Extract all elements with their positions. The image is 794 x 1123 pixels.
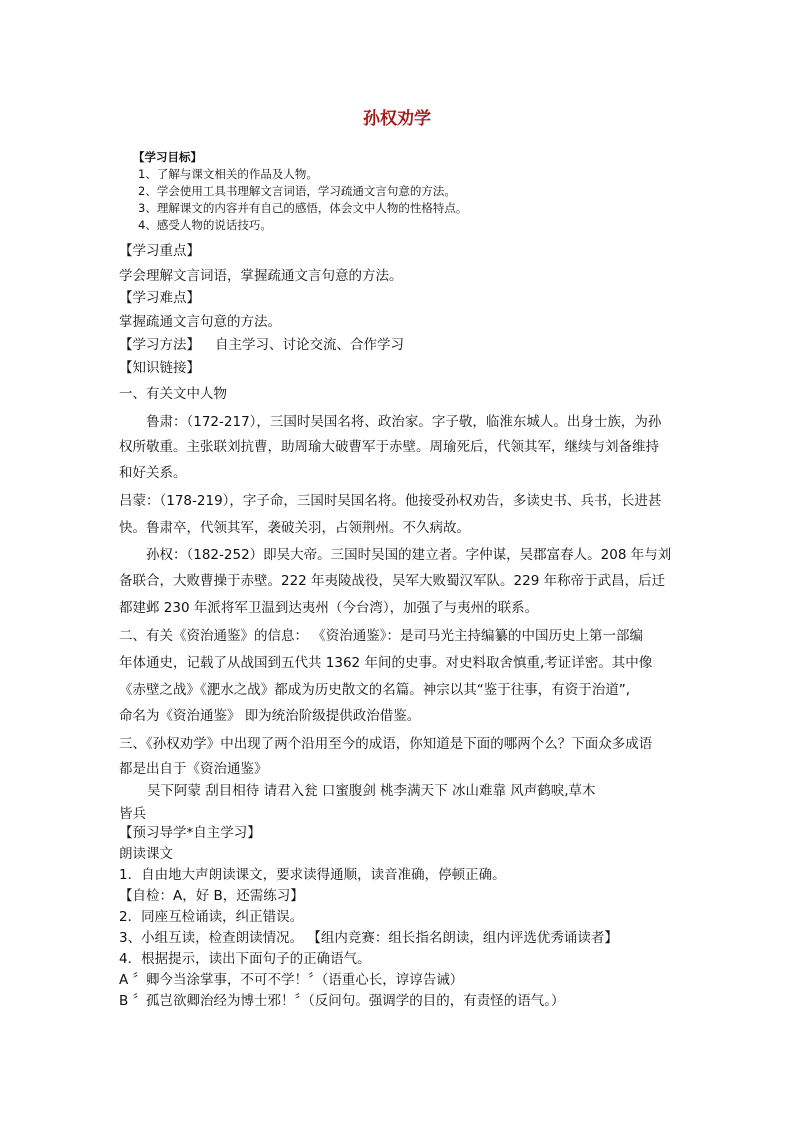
- preview-reading: 朗读课文: [119, 846, 173, 862]
- lusu-line: 权所敬重。主张联刘抗曹，助周瑜大破曹军于赤壁。周瑜死后，代领其军，继续与刘备维持: [119, 439, 659, 455]
- goal-item: 2、学会使用工具书理解文言词语，学习疏通文言句意的方法。: [138, 184, 456, 198]
- preview-step: 4．根据提示，读出下面句子的正确语气。: [119, 951, 371, 967]
- idioms-question: 都是出自于《资治通鉴》: [119, 761, 268, 777]
- figures-heading: 一、有关文中人物: [119, 386, 227, 402]
- difficulty-heading: 【学习难点】: [119, 290, 200, 306]
- idioms-list: 吴下阿蒙 刮目相待 请君入瓮 口蜜腹剑 桃李满天下 冰山难靠 风声鹤唳,草木: [147, 783, 596, 799]
- sunquan-line: 孙权：（182-252）即吴大帝。三国时吴国的建立者。字仲谋，吴郡富春人。208 年与刘: [146, 547, 672, 563]
- lvmeng-line: 吕蒙：（178-219），字子命，三国时吴国名将。他接受孙权劝告，多读史书、兵书，长进甚: [119, 493, 662, 509]
- preview-step: B 〞孤岂欲卿治经为博士邪！〞（反问句。强调学的目的，有责怪的语气。）: [119, 993, 565, 1009]
- goals-heading: 【学习目标】: [133, 150, 202, 164]
- method-text: 自主学习、讨论交流、合作学习: [215, 337, 404, 353]
- goal-item: 4、感受人物的说话技巧。: [138, 218, 272, 232]
- links-heading: 【知识链接】: [119, 360, 200, 376]
- preview-step: 3、小组互读，检查朗读情况。 【组内竞赛：组长指名朗读，组内评选优秀诵读者】: [119, 930, 618, 946]
- zztj-line: 二、有关《资治通鉴》的信息： 《资治通鉴》：是司马光主持编纂的中国历史上第一部编: [119, 628, 644, 644]
- preview-heading: 【预习导学*自主学习】: [119, 825, 261, 841]
- idioms-list-tail: 皆兵: [119, 806, 146, 822]
- lvmeng-line: 快。鲁肃卒，代领其军，袭破关羽，占领荆州。不久病故。: [119, 520, 470, 536]
- goal-item: 1、了解与课文相关的作品及人物。: [138, 167, 318, 181]
- idioms-question: 三、《孙权劝学》中出现了两个沿用至今的成语，你知道是下面的哪两个么？下面众多成语: [119, 736, 653, 752]
- zztj-line: 《赤壁之战》《淝水之战》都成为历史散文的名篇。神宗以其“鉴于往事，有资于治道”,: [119, 682, 631, 698]
- goal-item: 3、理解课文的内容并有自己的感悟，体会文中人物的性格特点。: [138, 201, 468, 215]
- sunquan-line: 都建邺 230 年派将军卫温到达夷州（今台湾），加强了与夷州的联系。: [119, 600, 539, 616]
- preview-step: 【自检：A，好 B，还需练习】: [119, 888, 304, 904]
- preview-step: A 〞卿今当涂掌事，不可不学！〞（语重心长，谆谆告诫）: [119, 972, 464, 988]
- difficulty-text: 掌握疏通文言句意的方法。: [119, 314, 281, 330]
- focus-text: 学会理解文言词语，掌握疏通文言句意的方法。: [119, 268, 403, 284]
- zztj-line: 命名为《资治通鉴》 即为统治阶级提供政治借鉴。: [119, 708, 421, 724]
- lusu-line: 和好关系。: [119, 465, 187, 481]
- focus-heading: 【学习重点】: [119, 243, 200, 259]
- method-heading: 【学习方法】: [119, 337, 200, 353]
- preview-step: 2．同座互检诵读，纠正错误。: [119, 909, 304, 925]
- zztj-line: 年体通史，记载了从战国到五代共 1362 年间的史事。对史料取舍慎重,考证详密。其中像: [119, 655, 653, 671]
- preview-step: 1．自由地大声朗读课文，要求读得通顺，读音准确，停顿正确。: [119, 867, 506, 883]
- sunquan-line: 备联合，大败曹操于赤壁。222 年夷陵战役，吴军大败蜀汉军队。229 年称帝于武昌，后迁: [119, 573, 666, 589]
- page-title: 孙权劝学: [363, 109, 431, 129]
- lusu-line: 鲁肃：（172-217），三国时吴国名将、政治家。字子敬，临淮东城人。出身士族，为孙: [146, 414, 662, 430]
